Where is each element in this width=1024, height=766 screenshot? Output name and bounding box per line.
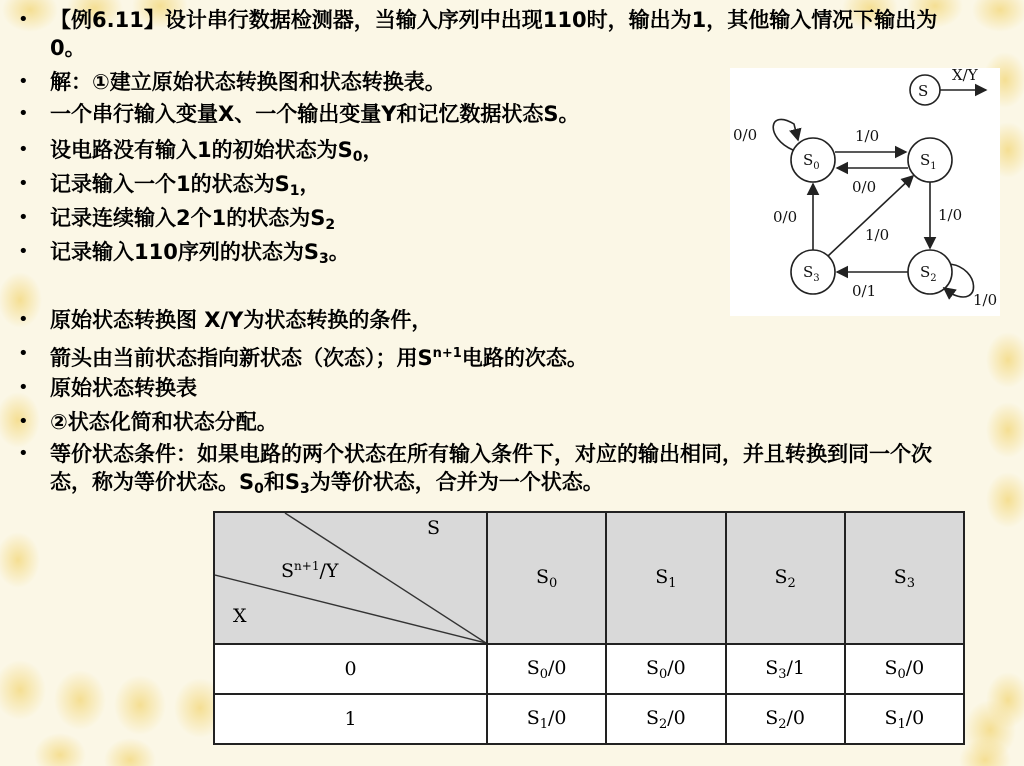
label-s3-s0: 0/0	[773, 208, 798, 226]
state-s1-label: $S_1$	[920, 151, 937, 172]
label-s3-s1: 1/0	[865, 226, 890, 244]
table-cell: $S_2/0$	[606, 694, 725, 744]
state-s3-label: $S_3$	[803, 263, 820, 284]
label-s2-self: 1/0	[973, 291, 998, 309]
corner-next-label: $S^{n+1}/Y$	[281, 559, 339, 582]
state-s0-label: $S_0$	[803, 151, 820, 172]
label-s1-s2: 1/0	[938, 206, 963, 224]
legend-state-label: S	[918, 82, 929, 100]
table-cell: $S_0/0$	[487, 644, 606, 694]
table-cell: $S_0/0$	[606, 644, 725, 694]
table-cell: $S_3/1$	[726, 644, 845, 694]
column-header-s0: $S_0$	[487, 512, 606, 644]
column-header-s3: $S_3$	[845, 512, 964, 644]
column-header-s2: $S_2$	[726, 512, 845, 644]
state-diagram	[730, 68, 1000, 316]
arrow-s0-self	[773, 119, 798, 150]
table-cell: $S_2/0$	[726, 694, 845, 744]
corner-input-label: X	[233, 605, 247, 627]
label-s0-s1: 1/0	[855, 127, 880, 145]
table-header-row	[214, 512, 964, 644]
row-input-cell: 0	[214, 644, 487, 694]
table-corner-cell	[214, 512, 487, 644]
table-row	[214, 694, 964, 744]
table-cell: $S_0/0$	[845, 644, 964, 694]
table-cell: $S_1/0$	[845, 694, 964, 744]
column-header-s1: $S_1$	[606, 512, 725, 644]
arrow-s2-self	[944, 264, 974, 297]
corner-state-label: S	[427, 517, 441, 539]
label-s1-s0: 0/0	[852, 178, 877, 196]
label-s2-s3: 0/1	[852, 282, 877, 300]
state-s2-label: $S_2$	[920, 263, 937, 284]
row-input-cell: 1	[214, 694, 487, 744]
state-transition-table	[213, 511, 965, 745]
label-s0-self: 0/0	[733, 126, 758, 144]
table-cell: $S_1/0$	[487, 694, 606, 744]
legend-xy-label: X/Y	[952, 68, 978, 84]
table-row	[214, 644, 964, 694]
